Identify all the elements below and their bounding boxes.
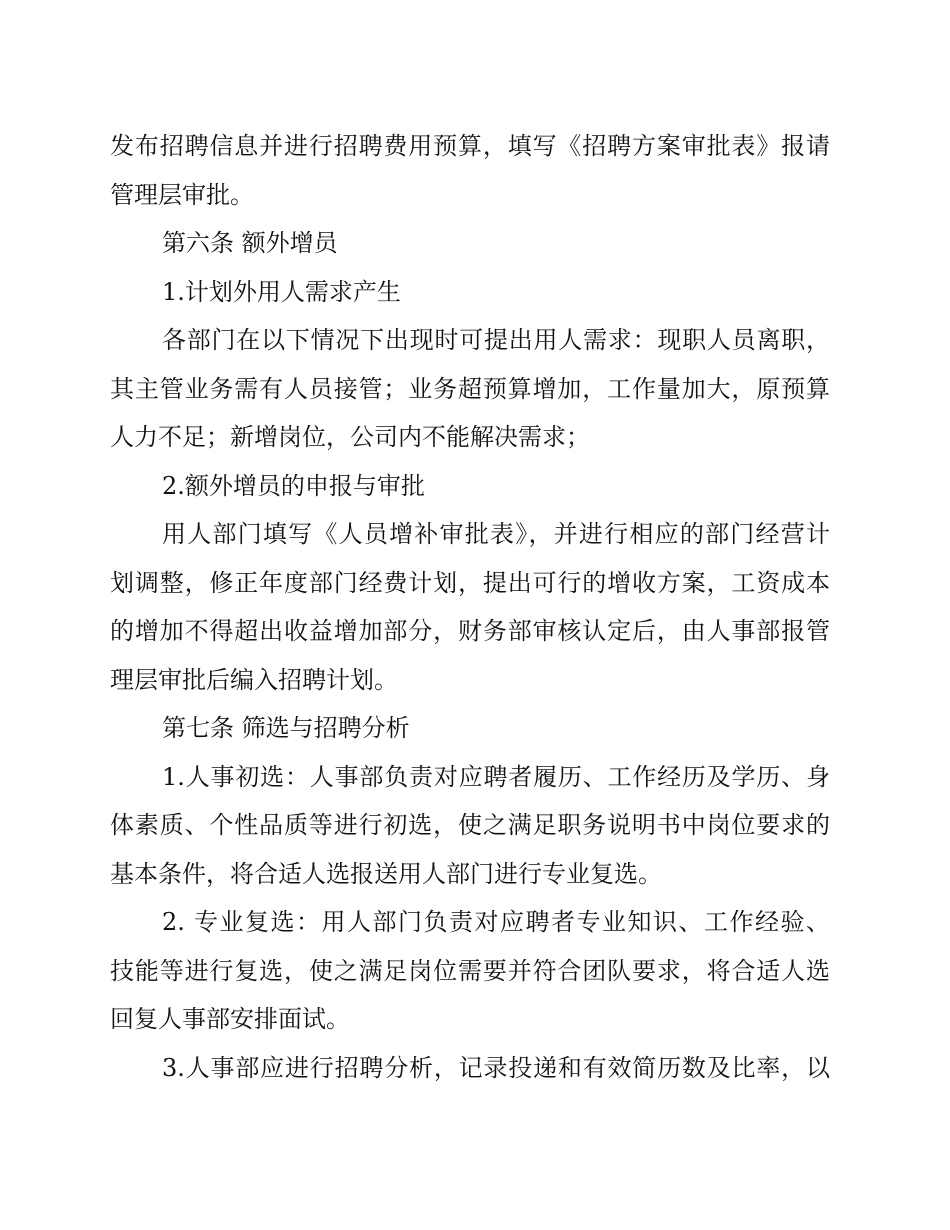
text-line: 的增加不得超出收益增加部分，财务部审核认定后，由人事部报管 bbox=[110, 617, 830, 645]
text-line: 2. 专业复选：用人部门负责对应聘者专业知识、工作经验、 bbox=[162, 908, 830, 936]
document-body bbox=[110, 122, 830, 1092]
text-line: 1.人事初选：人事部负责对应聘者履历、工作经历及学历、身 bbox=[162, 762, 830, 791]
text-line: 发布招聘信息并进行招聘费用预算，填写《招聘方案审批表》报请 bbox=[110, 132, 830, 160]
text-line: 理层审批后编入招聘计划。 bbox=[110, 665, 398, 694]
text-line: 回复人事部安排面试。 bbox=[110, 1005, 350, 1033]
subsection-heading: 2.额外增员的申报与审批 bbox=[162, 471, 425, 500]
text-line: 基本条件，将合适人选报送用人部门进行专业复选。 bbox=[110, 859, 662, 888]
text-line: 3.人事部应进行招聘分析，记录投递和有效简历数及比率，以 bbox=[162, 1053, 830, 1082]
text-line: 用人部门填写《人员增补审批表》，并进行相应的部门经营计 bbox=[162, 520, 830, 548]
subsection-heading: 1.计划外用人需求产生 bbox=[162, 277, 401, 306]
section-heading: 第七条 筛选与招聘分析 bbox=[162, 714, 410, 742]
text-line: 体素质、个性品质等进行初选，使之满足职务说明书中岗位要求的 bbox=[110, 811, 830, 839]
section-heading: 第六条 额外增员 bbox=[162, 229, 338, 257]
text-line: 管理层审批。 bbox=[110, 180, 254, 209]
text-line: 划调整，修正年度部门经费计划，提出可行的增收方案，工资成本 bbox=[110, 568, 830, 597]
text-line: 人力不足；新增岗位，公司内不能解决需求； bbox=[110, 423, 590, 451]
text-line: 其主管业务需有人员接管；业务超预算增加，工作量加大，原预算 bbox=[110, 374, 830, 403]
text-line: 各部门在以下情况下出现时可提出用人需求：现职人员离职， bbox=[162, 326, 830, 354]
text-line: 技能等进行复选，使之满足岗位需要并符合团队要求，将合适人选 bbox=[110, 956, 830, 985]
